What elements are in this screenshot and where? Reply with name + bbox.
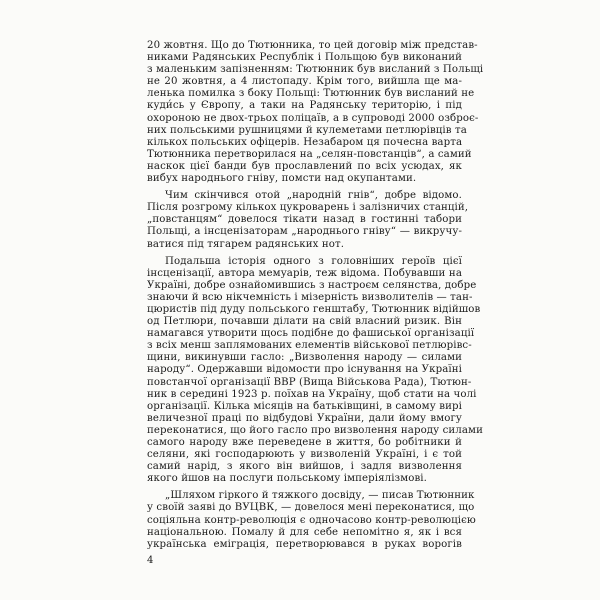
text-line: намагався утворити щось подібне до фашиської організації <box>147 328 475 340</box>
text-line: куди́сь у Європу, а таки на Радянську територію, і під <box>147 100 462 112</box>
body-text <box>147 40 484 551</box>
text-line: інсценізації, автора мемуарів, теж відома. Побувавши на <box>147 267 462 279</box>
text-line: никами Радянських Республік і Польщою був виконаний <box>147 52 462 64</box>
text-line: з всіх менш заплямованих елементів військової петлюрівс- <box>147 340 472 352</box>
text-line: ватися під тягарем радянських нот. <box>147 238 345 250</box>
text-line: ник в середині 1923 р. поїхав на Україну, щоб стати на чолі <box>147 388 477 400</box>
text-line: од Петлюри, почавши ділати на свій власний ризик. Він <box>147 316 462 328</box>
text-line: переконатися, що його гасло про визволення народу силами <box>147 424 483 436</box>
text-line: Після розгрому кількох цукроварень і залізничих станцій, <box>147 202 469 214</box>
text-line: Тютюнника перетворилася на „селян-повстанців“, а самий <box>147 148 472 160</box>
text-line: наскок цієї банди був прославлений по всіх усюдах, як <box>147 160 462 172</box>
text-line: національною. Помалу й для себе непомітно я, як і вся <box>147 526 462 538</box>
text-line: цюристів під дуду польського генштабу, Тютюнник відійшов <box>147 303 481 315</box>
text-line: охороною не двох-трьох поліцаїв, а в супроводі 2000 озброє- <box>147 112 479 124</box>
text-line: вибух народнього гніву, помсти над окупантами. <box>147 173 417 185</box>
text-line: з маленьким запізненням: Тютюнник був висланий з Польщі <box>147 64 484 76</box>
text-line: повстанчої організації ВВР (Вища Військова Рада), Тютюн- <box>147 376 472 388</box>
paragraph <box>147 255 483 486</box>
text-line: кількох польських офіцерів. Незабаром ця почесна варта <box>147 136 463 148</box>
text-line: ленька помилка з боку Польщі: Тютюнник був висланий не <box>147 88 475 100</box>
text-line: „Шляхом гіркого й тяжкого досвіду, — писав Тютюнник <box>165 490 475 502</box>
text-line: народу“. Одержавши відомости про існування на Україні <box>147 364 462 376</box>
paragraph <box>147 190 469 250</box>
text-line: Подальша історія одного з головніших героїв цієї <box>165 255 462 267</box>
text-line: 20 жовтня. Що до Тютюнника, то цей договір між представ- <box>147 40 478 51</box>
text-line: не 20 жовтня, а 4 листопаду. Крім того, вийшла ще ма- <box>147 76 462 88</box>
page-number: 4 <box>147 555 154 566</box>
text-line: Польщі, а інсценізаторам „народнього гніву“ — викручу- <box>147 226 462 238</box>
text-line: самий нарід, з якого він вийшов, і задля визволення <box>147 461 462 473</box>
text-line: селяни, які господарюють у визволеній Україні, і є той <box>147 449 462 461</box>
text-line: Чим скінчився отой „народній гнів“, добре відомо. <box>165 190 462 202</box>
text-line: українська еміграція, перетворювався в руках ворогів <box>147 538 462 550</box>
text-line: них польськими рушницями й кулеметами петлюрівців та <box>147 124 467 136</box>
text-line: організації. Кілька місяців на батьківщині, в самому вирі <box>147 400 462 412</box>
text-line: величезної праці по відбудові України, дали йому вмогу <box>147 412 462 424</box>
paragraph <box>147 40 484 185</box>
text-line: самого народу вже переведене в життя, бо робітники й <box>147 437 462 448</box>
text-line: „повстанцям“ довелося тікати назад в гостинні табори <box>147 214 462 226</box>
paragraph <box>147 490 476 550</box>
text-line: щини, викинувши гасло: „Визволення народу — силами <box>147 352 462 364</box>
text-line: якого йшов на послуги польському імперіялізмові. <box>147 473 428 485</box>
text-line: соціяльна контр-революція є одночасово контр-революцією <box>147 514 476 526</box>
text-line: Україні, добре ознайомившись з настроєм селянства, добре <box>147 279 477 291</box>
text-line: у своїй заяві до ВУЦВК, — довелося мені переконатися, що <box>147 502 475 514</box>
text-line: знаючи й всю нікчемність і мізерність визволителів — тан- <box>147 291 473 303</box>
